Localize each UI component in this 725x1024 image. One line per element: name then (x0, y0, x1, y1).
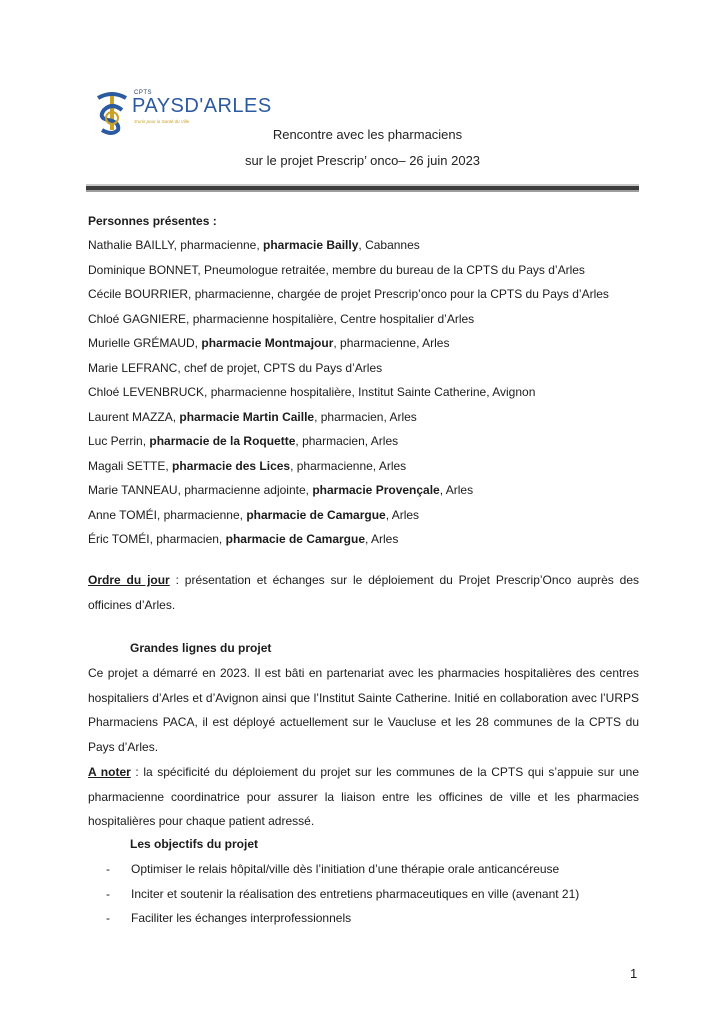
attendee-text: Nathalie BAILLY, pharmacienne, (88, 238, 264, 252)
note-text: : la spécificité du déploiement du projet sur les communes de la CPTS qui s’appuie sur une pharmacienne coordinatrice pour assurer la liaison entre les officines de ville et les pharmacies hospitalières pour chaque patient adressé. (88, 765, 639, 828)
attendee-text: Laurent MAZZA, (88, 409, 180, 424)
attendee-line (88, 508, 419, 522)
bullet-dash-icon: - (106, 886, 110, 901)
attendee-line (88, 238, 420, 252)
attendee-text: Luc Perrin, (88, 434, 150, 448)
bullet-dash-icon: - (106, 911, 110, 925)
attendee-pharmacy: pharmacie Martin Caille (179, 409, 315, 424)
attendee-line (88, 336, 449, 350)
attendee-text: Éric TOMÉI, pharmacien, (88, 532, 226, 546)
attendee-text: Cécile BOURRIER, pharmacienne, chargée de projet Prescrip’onco pour la CPTS du Pays d’Arles (88, 287, 609, 301)
attendee-text: Anne TOMÉI, pharmacienne, (88, 507, 247, 522)
bullet-dash-icon: - (106, 862, 110, 876)
attendees-heading: Personnes présentes : (88, 214, 217, 228)
page-number: 1 (630, 966, 638, 981)
attendee-line (88, 532, 398, 546)
attendee-location: , pharmacien, Arles (314, 409, 417, 424)
attendee-location: , Arles (439, 483, 474, 497)
attendee-line (88, 287, 609, 301)
attendee-pharmacy: pharmacie Provençale (312, 483, 440, 497)
objective-text: Faciliter les échanges interprofessionnels (131, 911, 352, 925)
logo-arles-text: D'ARLES (184, 95, 272, 117)
attendee-line (88, 312, 474, 326)
attendee-line (88, 434, 398, 448)
attendee-text: Marie LEFRANC, chef de projet, CPTS du Pays d’Arles (88, 360, 383, 375)
project-paragraph: Ce projet a démarré en 2023. Il est bâti en partenariat avec les pharmacies hospitalières des centres hospitaliers d’Arles et d’Avignon ainsi que l’Institut Sainte Catherine. Initié en collaboration avec l’URPS Pharmaciens PACA, il est déployé actuellement sur le Vaucluse et les 28 communes de la CPTS du Pays d’Arles. (88, 666, 639, 754)
objectives-heading: Les objectifs du projet (130, 837, 259, 851)
project-heading: Grandes lignes du projet (130, 641, 272, 655)
attendee-line (88, 410, 417, 424)
attendee-line (88, 385, 535, 399)
attendee-line (88, 459, 406, 473)
attendee-text: Chloé GAGNIERE, pharmacienne hospitalière, Centre hospitalier d’Arles (88, 311, 475, 326)
objective-item (106, 862, 559, 876)
attendee-text: Murielle GRÉMAUD, (88, 336, 202, 350)
note-label: A noter (88, 765, 131, 779)
document-title-line1: Rencontre avec les pharmaciens (272, 127, 463, 142)
attendee-text: Dominique BONNET, Pneumologue retraitée, membre du bureau de la CPTS du Pays d’Arles (88, 262, 585, 277)
agenda-label: Ordre du jour (88, 573, 170, 587)
agenda-paragraph (88, 568, 639, 617)
attendee-pharmacy: pharmacie de Camargue (225, 532, 365, 546)
objective-item (106, 911, 351, 925)
attendee-line (88, 263, 585, 277)
attendee-line (88, 483, 473, 497)
logo-cpts-text: CPTS (134, 90, 153, 96)
objective-item (106, 887, 579, 901)
attendee-pharmacy: pharmacie des Lices (172, 458, 291, 473)
objective-text: Optimiser le relais hôpital/ville dès l’initiation d’une thérapie orale anticancéreuse (131, 862, 560, 876)
logo-tagline: S'unir pour la Santé du Ville (134, 119, 190, 124)
attendee-pharmacy: pharmacie de la Roquette (149, 434, 296, 448)
attendee-location: , pharmacienne, Arles (290, 458, 407, 473)
note-paragraph (88, 760, 639, 834)
attendee-location: , Cabannes (358, 238, 420, 252)
attendee-line (88, 361, 382, 375)
attendee-text: Magali SETTE, (88, 458, 173, 473)
attendee-pharmacy: pharmacie Bailly (263, 238, 359, 252)
attendee-location: , pharmacien, Arles (295, 434, 399, 448)
attendee-text: Chloé LEVENBRUCK, pharmacienne hospitalière, Institut Sainte Catherine, Avignon (88, 385, 536, 399)
header-divider (86, 184, 639, 192)
document-title-line2: sur le projet Prescrip’ onco– 26 juin 2023 (244, 153, 481, 168)
attendee-location: , pharmacienne, Arles (333, 336, 450, 350)
attendee-location: , Arles (365, 532, 399, 546)
attendee-pharmacy: pharmacie de Camargue (246, 507, 386, 522)
attendee-location: , Arles (385, 507, 420, 522)
agenda-text: : présentation et échanges sur le déploiement du Projet Prescrip’Onco auprès des officines d’Arles. (88, 573, 640, 612)
attendee-text: Marie TANNEAU, pharmacienne adjointe, (88, 483, 313, 497)
objective-text: Inciter et soutenir la réalisation des entretiens pharmaceutiques en ville (avenant 21) (131, 886, 580, 901)
logo-name (132, 95, 272, 118)
logo-pays-text: PAYS (132, 95, 185, 117)
attendee-pharmacy: pharmacie Montmajour (201, 336, 334, 350)
